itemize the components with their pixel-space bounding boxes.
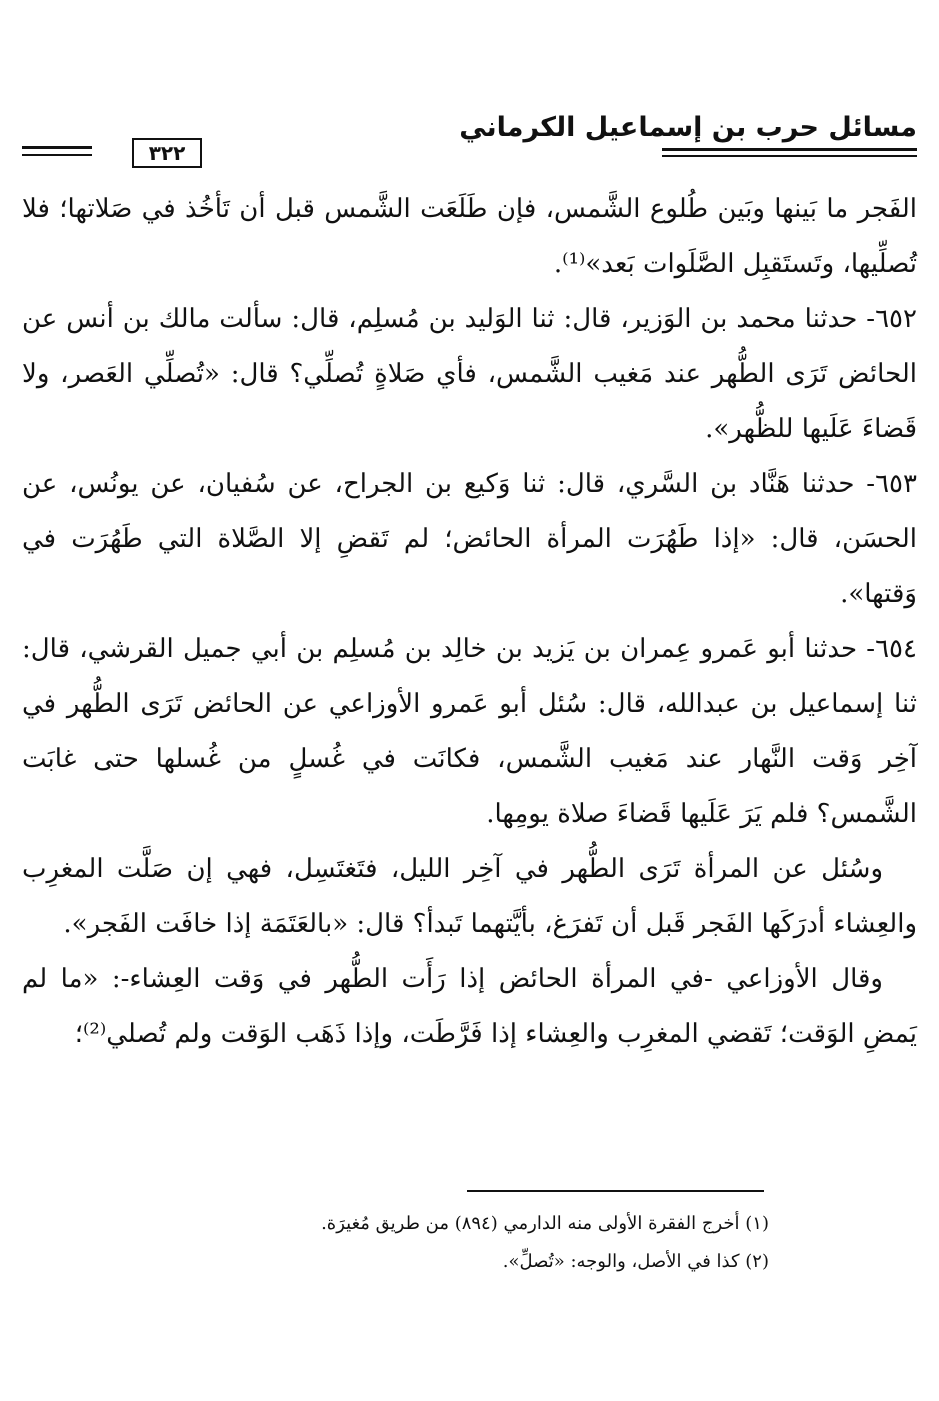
book-title: مسائل حرب بن إسماعيل الكرماني <box>459 112 917 143</box>
paragraph: وقال الأوزاعي -في المرأة الحائض إذا رَأَت الطُّهر في وَقت العِشاء-: «ما لم يَمضِ الوَقت؛ تَقضي المغرِب والعِشاء إذا فَرَّطَت، وإذا ذَهَب الوَقت ولم تُصلي⁽²⁾؛ <box>22 964 917 1049</box>
header-rule <box>22 154 92 156</box>
paragraph: الفَجر ما بَينها وبَين طُلوع الشَّمس، فإن طَلَعَت الشَّمس قبل أن تَأخُذ في صَلاتها؛ فلا تُصلِّيها، وتَستَقبِل الصَّلَوات بَعد»⁽¹⁾. <box>22 194 917 279</box>
paragraph: ٦٥٤- حدثنا أبو عَمرو عِمران بن يَزيد بن خالِد بن مُسلِم بن أبي جميل القرشي، قال: ثنا إسماعيل بن عبدالله، قال: سُئل أبو عَمرو الأوزاعي عن الحائض تَرَى الطُّهر في آخِر وَقت النَّهار عند مَغيب الشَّمس، فكانَت في غُسلٍ من غُسلها حتى غابَت الشَّمس؟ فلم يَرَ عَلَيها قَضاءَ صلاة يومِها. <box>22 634 917 829</box>
page-header <box>22 108 917 168</box>
footnote-separator <box>467 1190 764 1192</box>
paragraph: ٦٥٣- حدثنا هَنَّاد بن السَّري، قال: ثنا وَكيع بن الجراح، عن سُفيان، عن يونُس، عن الحسَن، قال: «إذا طَهُرَت المرأة الحائض؛ لم تَقضِ إلا الصَّلاة التي طَهُرَت في وَقتها». <box>22 469 917 609</box>
header-rule <box>662 148 917 151</box>
footnote: (١) أخرج الفقرة الأولى منه الدارمي (٨٩٤) من طريق مُغيرَة. <box>321 1213 769 1234</box>
main-text <box>22 182 917 1062</box>
footnotes <box>22 1205 769 1281</box>
paragraph: وسُئل عن المرأة تَرَى الطُّهر في آخِر الليل، فتَغتَسِل، فهي إن صَلَّت المغرِب والعِشاء أدرَكَها الفَجر قَبل أن تَفرَغ، بأيَّتهما تَبدأ؟ قال: «بالعَتَمَة إذا خافَت الفَجر». <box>22 854 917 939</box>
header-rule <box>22 146 92 149</box>
footnote: (٢) كذا في الأصل، والوجه: «تُصلِّ». <box>502 1251 769 1272</box>
header-rule <box>662 155 917 157</box>
paragraph: ٦٥٢- حدثنا محمد بن الوَزير، قال: ثنا الوَليد بن مُسلِم، قال: سألت مالك بن أنس عن الحائض تَرَى الطُّهر عند مَغيب الشَّمس، فأي صَلاةٍ تُصلِّي؟ قال: «تُصلِّي العَصر، ولا قَضاءَ عَلَيها للظُّهر». <box>22 304 917 444</box>
page-number: ٣٢٢ <box>132 138 202 168</box>
